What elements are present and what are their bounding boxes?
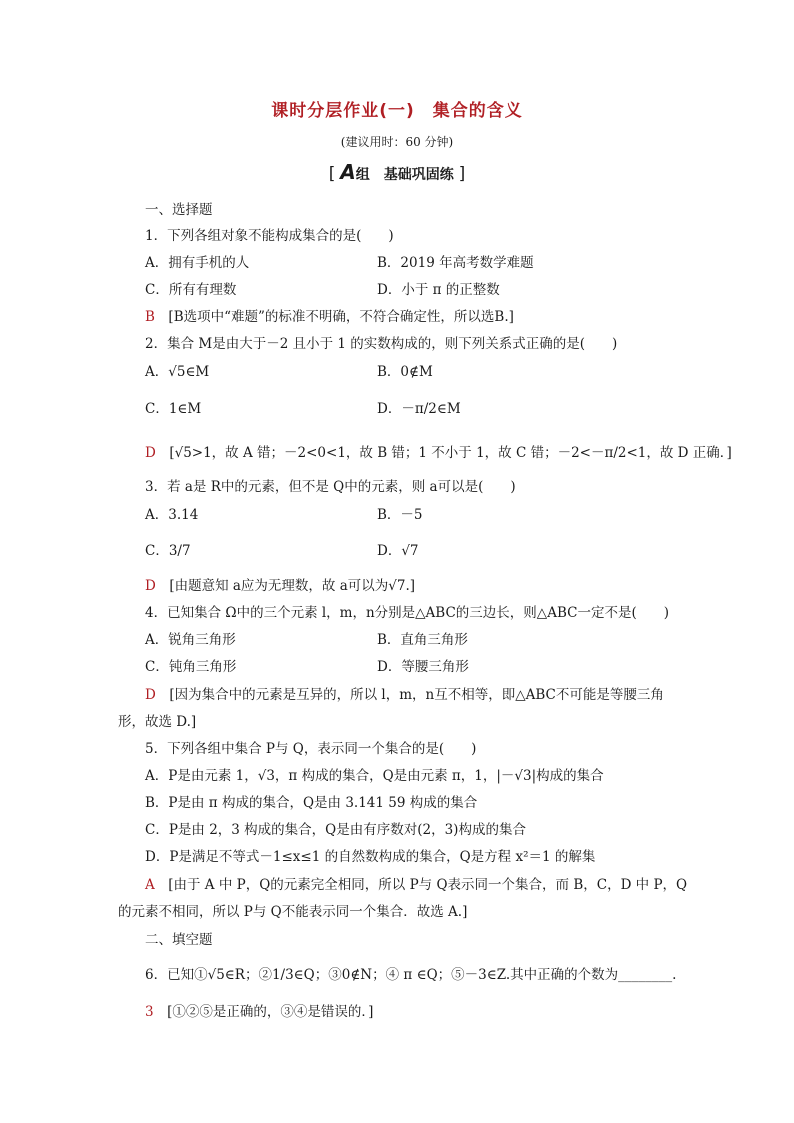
option-b: B．直角三角形 [377,632,468,648]
option-b: B．2019 年高考数学难题 [377,255,534,271]
group-letter: A [340,160,356,184]
option-c: C．3/7 [145,543,191,559]
section-heading: 一、选择题 [145,202,213,218]
option-b: B．0∉M [377,364,433,380]
answer-1: B [B选项中“难题”的标准不明确，不符合确定性，所以选B.] [145,309,514,325]
group-right-bracket: ] [458,164,466,184]
group-heading [0,160,794,184]
question-4: 4．已知集合 Ω中的三个元素 l，m，n分别是△ABC的三边长，则△ABC一定不是( ) [145,605,669,621]
option-d: D．等腰三角形 [377,659,469,675]
question-5: 5．下列各组中集合 P与 Q，表示同一个集合的是( ) [145,741,477,757]
question-2: 2．集合 M是由大于－2 且小于 1 的实数构成的，则下列关系式正确的是( ) [145,336,618,352]
option-d: D．小于 π 的正整数 [377,282,500,298]
option-d: D．－π/2∈M [377,401,461,417]
page-title: 课时分层作业(一) 集合的含义 [271,101,523,121]
option-c: C．1∈M [145,401,202,417]
answer-2: D [√5>1，故 A 错；－2<0<1，故 B 错；1 不小于 1，故 C 错；－2<－π/2<1，故 D 正确．] [145,445,732,461]
question-6: 6．已知①√5∈R；②1/3∈Q；③0∉N；④ π ∈Q；⑤－3∈Z.其中正确的个数为________. [145,967,677,983]
answer-3: D [由题意知 a应为无理数，故 a可以为√7.] [145,578,416,594]
answer-5: A [由于 A 中 P，Q的元素完全相同，所以 P与 Q表示同一个集合，而 B，C，D 中 P，Q [145,877,688,893]
answer-4-cont: 形，故选 D.] [118,714,197,730]
option-d: D．√7 [377,543,419,559]
answer-5-cont: 的元素不相同，所以 P与 Q不能表示同一个集合．故选 A.] [118,904,468,920]
suggested-time: (建议用时：60 分钟) [340,135,454,149]
question-3: 3．若 a是 R中的元素，但不是 Q中的元素，则 a可以是( ) [145,479,516,495]
option-c: C．所有有理数 [145,282,237,298]
section-heading: 二、填空题 [145,932,213,948]
option-c: C．钝角三角形 [145,659,237,675]
option-b: B．－5 [377,507,423,523]
option-c: C．P是由 2，3 构成的集合，Q是由有序数对(2，3)构成的集合 [145,822,526,838]
group-label: 组 基础巩固练 [355,167,454,183]
option-a: A．P是由元素 1，√3，π 构成的集合，Q是由元素 π，1，|－√3|构成的集合 [145,768,604,784]
option-a: A．√5∈M [145,364,210,380]
option-a: A．3.14 [145,507,199,523]
option-a: A．拥有手机的人 [145,255,250,271]
option-d: D．P是满足不等式－1≤x≤1 的自然数构成的集合，Q是方程 x²＝1 的解集 [145,849,596,865]
question-1: 1．下列各组对象不能构成集合的是( ) [145,228,394,244]
option-b: B．P是由 π 构成的集合，Q是由 3.141 59 构成的集合 [145,795,478,811]
group-left-bracket: [ [328,164,336,184]
option-a: A．锐角三角形 [145,632,236,648]
answer-6: 3 [①②⑤是正确的，③④是错误的．] [145,1004,374,1020]
answer-4: D [因为集合中的元素是互异的，所以 l，m，n互不相等，即△ABC不可能是等腰三角 [145,687,664,703]
